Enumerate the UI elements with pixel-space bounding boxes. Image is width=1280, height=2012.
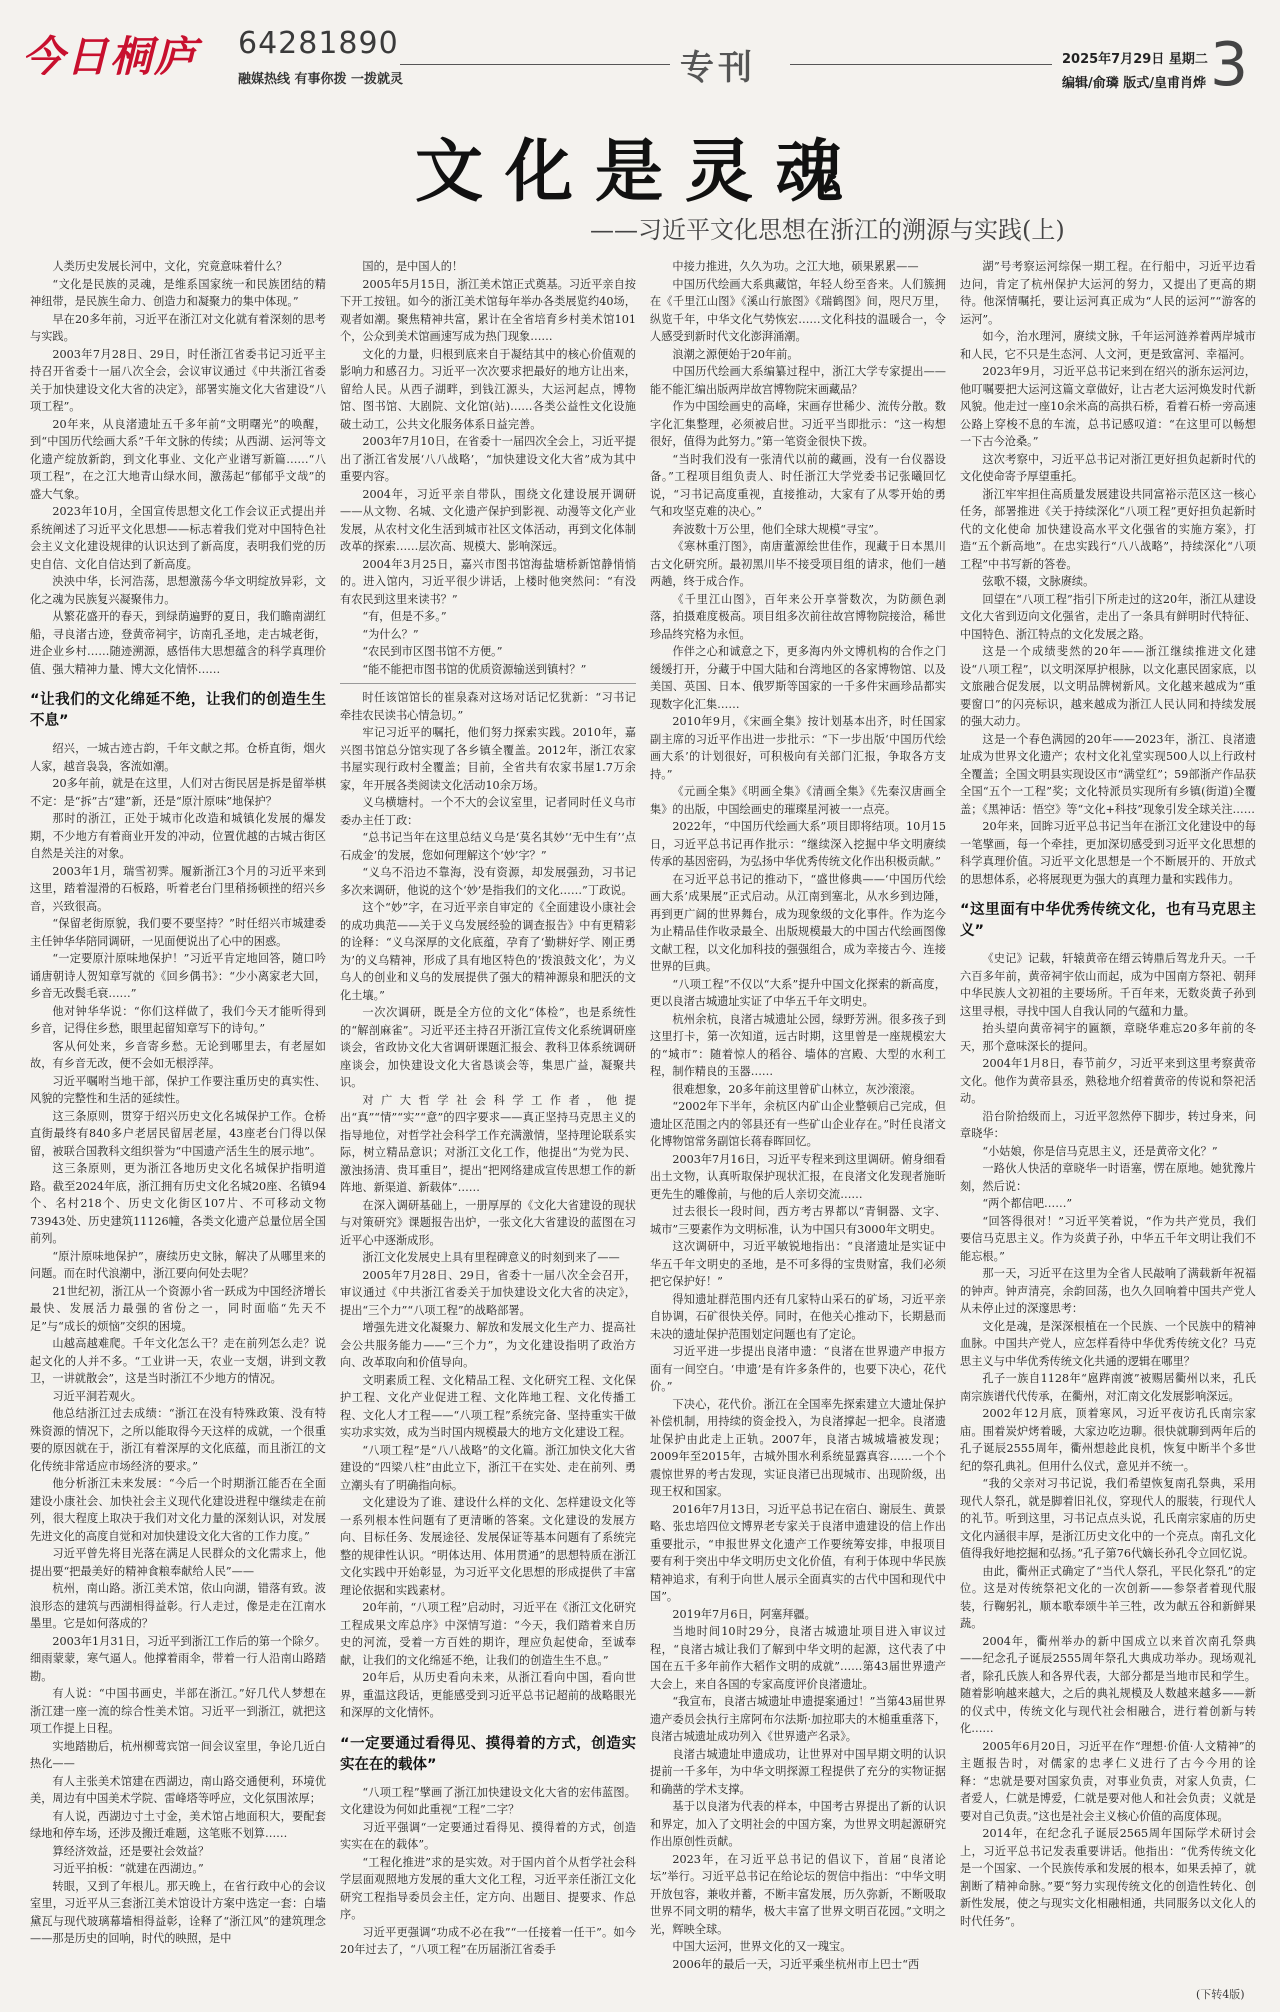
paragraph: “当时我们没有一张清代以前的藏画，没有一台仪器设备。”工程项目组负责人、时任浙江大学党委书记张曦回忆说，“习书记高度重视，直接推动，大家有了从零开始的勇气和攻坚克难的决心。” [650, 452, 946, 518]
paragraph: 2010年9月，《宋画全集》按计划基本出齐，时任国家副主席的习近平作出进一步批示：“下一步出版‘中国历代绘画大系’的计划很好，可积极向有关部门汇报，争取各方支持。” [650, 715, 946, 781]
paragraph: 山越高越难爬。千年文化怎么干？走在前列怎么走？说起文化的人并不多。“工业讲一天，农业一支烟，讲到文教卫，一讲就散会”，这是当时浙江不少地方的情况。 [30, 1337, 326, 1385]
paragraph: 《寒林重汀图》，南唐董源绘世佳作，现藏于日本黑川古文化研究所。最初黑川毕不接受项目组的请求，他们一趟两趟，终于成合作。 [650, 540, 946, 588]
paragraph: 20年来，回眸习近平总书记当年在浙江文化建设中的每一笔擘画，每一个牵挂，更加深切感受到习近平文化思想的科学真理价值。习近平文化思想是一个不断展开的、开放式的思想体系，必将展现更为强大的真理力量和实践伟力。 [960, 820, 1256, 886]
paragraph: 杭州，南山路。浙江美术馆，依山向湖，错落有致。波浪形态的建筑与西湖相得益彰。行人走过，像是走在江南水墨里。它是如何落成的？ [30, 1582, 326, 1630]
paragraph: “义乌不沿边不靠海，没有资源，却发展强劲，习书记多次来调研，他说的这个‘妙’是指我们的文化……”丁政说。 [340, 866, 636, 897]
paragraph: 杭州余杭，良渚古城遗址公园，绿野芳洲。很多孩子到这里打卡，第一次知道，远古时期，这里曾是一座规模宏大的“城市”：随着惊人的稻谷、墙体的宫殿、大型的水利工程，制作精良的玉器…… [650, 1012, 946, 1078]
paragraph: 浙江文化发展史上具有里程碑意义的时刻到来了—— [362, 1251, 620, 1264]
paragraph: 客从何处来，乡音寄乡愁。无论到哪里去，有老屋如故，有乡音无改，便不会如无根浮萍。 [30, 1039, 326, 1070]
paragraph: “保留老街原貌，我们要不要坚持？”时任绍兴市城建委主任钟华华陪同调研，一见面便说出了心中的困惑。 [30, 917, 326, 948]
paragraph: 20年前，“八项工程”启动时，习近平在《浙江文化研究工程成果文库总序》中深情写道：“今天，我们踏着来自历史的河流，受着一方百姓的期许，理应负起使命，至诚奉献，让我们的文化绵延不绝，让我们的创造生生不息。” [340, 1601, 636, 1667]
editor-credit: 编辑/俞璘 版式/皇甫肖烨 [1062, 76, 1207, 91]
paragraph: 习近平更强调“功成不必在我”“一任接着一任干”。如今20年过去了，“八项工程”在历届浙江省委手 [340, 1925, 636, 1956]
paragraph: 绍兴，一城古迹古韵，千年文献之邦。仓桥直街，烟火人家，越音袅袅，客流如潮。 [30, 742, 326, 773]
paragraph: 2003年7月16日，习近平专程来到这里调研。俯身细看出土文物，认真听取保护现状汇报，在良渚文化发现者施昕更先生的雕像前，与他的后人亲切交流…… [650, 1152, 946, 1201]
paragraph: 文明素质工程、文化精品工程、文化研究工程、文化保护工程、文化产业促进工程、文化阵地工程、文化传播工程、文化人才工程——“八项工程”系统完备、坚持重实干做实功求实效，成为当时国内规模最大的地方文化建设工程。 [340, 1373, 636, 1439]
paragraph: 2023年9月，习近平总书记来到在绍兴的浙东运河边，他叮嘱要把大运河这篇文章做好，让古老大运河焕发时代新风貌。他走过一座10余米高的高拱石桥，看着石桥一旁高速公路上穿梭不息的车流，总书记感叹道：“在这里可以畅想一下古今沧桑。” [960, 365, 1256, 448]
paragraph: 《千里江山图》，百年来公开享誉数次，为防颜色剥落，拍摄难度极高。项目组多次前往故宫博物院接洽，稀世珍品终究格为永恒。 [650, 592, 946, 641]
paragraph: 文化是魂，是深深根植在一个民族、一个民族中的精神血脉。中国共产党人，应怎样看待中华优秀传统文化？马克思主义与中华优秀传统文化共通的逻辑在哪里？ [960, 1319, 1256, 1368]
paragraph: “八项工程”不仅以“大系”提升中国文化探索的新高度，更以良渚古城遗址实证了中华五千年文明史。 [650, 977, 946, 1008]
paragraph: 20年后，从历史看向未来，从浙江看向中国，看向世界，重温这段话，更能感受到习近平总书记超前的战略眼光和深厚的文化情怀。 [340, 1671, 636, 1719]
paragraph: “我宣布，良渚古城遗址申遗提案通过！”当第43届世界遗产委员会执行主席阿布尔法斯·加拉耶夫的木槌重重落下，良渚古城遗址成功列入《世界遗产名录》。 [650, 1695, 946, 1743]
article-title: 文化是灵魂 [414, 133, 865, 212]
paragraph: 文化的力量，归根到底来自于凝结其中的核心价值观的影响力和感召力。习近平一次次要求把最好的地方让出来，留给人民。从西子湖畔，到钱江源头，大运河起点，博物馆、图书馆、大剧院、文化馆(站)……各类公益性文化设施破土动工，公共文化服务体系日益完善。 [340, 347, 636, 431]
paragraph: 很难想象，20多年前这里曾矿山林立，灰沙滚滚。 [672, 1082, 922, 1096]
paragraph: 2002年12月底，顶着寒风，习近平夜访孔氏南宗家庙。围着炭炉烤着暖，大家边吃边聊。很快就聊到两年后的孔子诞辰2555周年，衢州想趁此良机，恢复中断半个多世纪的祭孔典礼。但用什么仪式，意见并不统一。 [960, 1407, 1256, 1473]
paragraph: “为什么？” [362, 627, 419, 641]
paragraph: 增强先进文化凝聚力、解放和发展文化生产力、提高社会公共服务能力——“三个力”，为文化建设指明了政治方向、改革取向和价值导向。 [340, 1321, 636, 1369]
paragraph: 2019年7月6日，阿塞拜疆。 [672, 1607, 816, 1621]
paragraph: 20多年前，就是在这里，人们对古街民居是拆是留举棋不定：是“拆”古“建”新，还是“原汁原味”地保护？ [30, 777, 326, 808]
paragraph: 《史记》记载，轩辕黄帝在缙云铸鼎后驾龙升天。一千六百多年前，黄帝祠宇依山而起，成为中国南方祭祀、朝拜中华民族人文初祖的主要场所。千百年来，无数炎黄子孙到这里寻根，寻找中国人自我认同的气蕴和力量。 [960, 952, 1256, 1018]
masthead [0, 0, 1280, 100]
paragraph: 在深入调研基础上，一册厚厚的《文化大省建设的现状与对策研究》课题报告出炉，一张文化大省建设的蓝图在习近平心中逐渐成形。 [340, 1198, 636, 1247]
paragraph: 习近平强调“一定要通过看得见、摸得着的方式，创造实实在在的载体”。 [340, 1820, 636, 1851]
paragraph: 这个“妙”字，在习近平亲自审定的《全面建设小康社会的成功典范——关于义乌发展经验的调查报告》中有更精彩的诠释：“义乌深厚的文化底蕴，孕育了‘勤耕好学、刚正勇为’的义乌精神，形成了具有地区特色的‘拨浪鼓文化’，为义乌人的创业和义乌的发展提供了强大的精神源泉和肥沃的文化土壤。” [340, 901, 636, 1002]
paragraph: 《元画全集》《明画全集》《清画全集》《先秦汉唐画全集》的出版，中国绘画史的璀璨星河被一一点亮。 [650, 785, 946, 816]
section-divider [340, 683, 636, 684]
paragraph: 这是一个成绩斐然的20年——浙江继续推进文化建设“八项工程”，以文明深厚护根脉，以文化惠民固家底，以文旅融合促发展，以文明品牌树新风。文化越来越成为“重要窗口”的闪亮标识，越来越成为浙江人民认同和持续发展的强大动力。 [960, 645, 1256, 728]
paragraph: “2002年下半年，余杭区内矿山企业整顿启己完成，但遗址区范围之内的邻县还有一些矿山企业存在。”时任良渚文化博物馆常务副馆长蒋春晖回忆。 [650, 1100, 946, 1148]
paragraph: 习近平嘱咐当地干部，保护工作要注重历史的真实性、风貌的完整性和生活的延续性。 [30, 1074, 326, 1105]
paragraph: 2016年7月13日，习近平总书记在宿白、谢辰生、黄景略、张忠培四位文博界老专家关于良渚申遗建设的信上作出重要批示，“申报世界文化遗产工作要统筹安排，申报项目要有利于突出中华文明历史文化价值，有利于体现中华民族精神追求，有利于向世人展示全面真实的古代中国和现代中国”。 [650, 1502, 946, 1603]
hotline-slogan: 融媒热线 有事你拨 一拨就灵 [238, 72, 404, 87]
paragraph: “回答得很对！”习近平笑着说，“作为共产党员，我们要信马克思主义。作为炎黄子孙，中华五千年文明让我们不能忘根。” [960, 1214, 1256, 1263]
paragraph: 转眼，又到了年根儿。那天晚上，在省行政中心的会议室里，习近平从三套浙江美术馆设计方案中选定一套：白墙黛瓦与现代玻璃幕墙相得益彰，诠释了“浙江风”的建筑理念——那是历史的回响，时代的映照，是中 [30, 1879, 326, 1945]
paragraph: 有人说，西湖边寸土寸金，美术馆占地面积大，要配套绿地和停车场，还涉及搬迁难题，这笔账不划算…… [30, 1809, 326, 1840]
paragraph: 2003年1月，瑞雪初霁。履新浙江3个月的习近平来到这里，踏着湿滑的石板路，听着老台门里稍扬顿挫的绍兴乡音，兴致很高。 [30, 864, 326, 913]
paragraph: 他对钟华华说：“你们这样做了，我们今天才能听得到乡音，记得住乡愁，眼里起留知章写下的诗句。” [30, 1004, 326, 1035]
paragraph: 当地时间10时29分，良渚古城遗址项目进入审议过程，“良渚古城让我们了解到中华文明的起源，这代表了中国在五千多年前作大稻作文明的成就”……第43届世界遗产大会上，来自各国的专家高度评价良渚遗址。 [650, 1625, 946, 1691]
paragraph: 从繁花盛开的春天，到绿荫遍野的夏日，我们瞻南湖红船，寻良渚古迹，登黄帝祠宇，访南孔圣地，走古城老街，进企业乡村……随迹溯源，感悟伟大思想蕴含的科学真理价值、强大精神力量、博大文化情怀…… [30, 610, 326, 676]
paragraph: “总书记当年在这里总结义乌是‘莫名其妙’‘无中生有’‘点石成金’的发展，您如何理解这个‘妙’字？” [340, 831, 636, 862]
paragraph: 2023年10月，全国宣传思想文化工作会议正式提出并系统阐述了习近平文化思想——标志着我们党对中国特色社会主义文化建设规律的认识达到了新高度，表明我们党的历史自信、文化自信达到了新高度。 [30, 505, 326, 571]
paragraph: “两个都信吧……” [982, 1197, 1073, 1210]
section-heading: “这里面有中华优秀传统文化，也有马克思主义” [960, 902, 1256, 939]
paragraph: 由此，衢州正式确定了“当代人祭孔，平民化祭孔”的定位。这是对传统祭祀文化的一次创新——参祭者着现代服装，行鞠躬礼，顺本歌奉颂牛羊三牲，改为献五谷和新鲜果蔬。 [960, 1564, 1256, 1630]
paragraph: 在习近平总书记的推动下，“盛世修典——‘中国历代绘画大系’成果展”正式启动。从江南到塞北，从水乡到边陲，再到更广阔的世界舞台，成为现象级的文化事件。作为迄今为止精品佳作收录最全、出版规模最大的中国古代绘画图像文献工程，以文化加科技的强强组合，成为幸接古今、连接世界的巨典。 [650, 872, 946, 973]
paragraph: 奔波数十万公里，他们全球大规模“寻宝”。 [672, 522, 886, 536]
paragraph: 有人说：“中国书画史，半部在浙江。”好几代人梦想在浙江建一座一流的综合性美术馆。习近平一到浙江，就把这项工作提上日程。 [30, 1687, 326, 1735]
paragraph: 他总结浙江过去成绩：“浙江在没有特殊政策、没有特殊资源的情况下，之所以能取得今天这样的成就，一个很重要的原因就在于，浙江有着深厚的文化底蕴，而且浙江的文化传统非常适应市场经济的要求。” [30, 1407, 326, 1473]
paragraph: 文化建设为了谁、建设什么样的文化、怎样建设文化等一系列根本性问题有了更清晰的答案。文化建设的发展方向、目标任务、发展途径、发展保证等基本问题有了系统完整的规律性认识。“明体达用、体用贯通”的思想特质在浙江文化实践中开始彰显，为习近平文化思想的形成提供了丰富理论依据和实践素材。 [340, 1496, 636, 1597]
paragraph: 中国历代绘画大系编纂过程中，浙江大学专家提出——能不能汇编出版两岸故宫博物院宋画藏品？ [650, 365, 946, 396]
paragraph: 那一天，习近平在这里为全省人民敲响了满载新年祝福的钟声。钟声清亮，余韵回荡，也久久回响着中国共产党人从未停止过的深邃思考： [960, 1267, 1256, 1315]
paragraph: “小姑娘，你是信马克思主义，还是黄帝文化？” [982, 1144, 1218, 1158]
paragraph: 那时的浙江，正处于城市化改造和城镇化发展的爆发期，不少地方有着商业开发的冲动，位置优越的古城古街区自然是关注的对象。 [30, 812, 326, 860]
paragraph: 泱泱中华，长河浩荡，思想激荡今华文明绽放异彩，文化之魂为民族复兴凝聚伟力。 [30, 575, 326, 606]
paragraph: 得知遗址群范围内还有几家特山采石的矿场，习近平亲自协调，石矿很快关停。同时，在他关心推动下，长期悬而未决的遗址保护范围划定问题也有了定论。 [650, 1292, 946, 1341]
paragraph: 作伴之心和诚意之下，更多海内外文博机构的合作之门缓缓打开，分藏于中国大陆和台湾地区的各家博物馆、以及美国、英国、日本、俄罗斯等国家的一千多件宋画珍品都实现数字化汇集…… [650, 645, 946, 711]
paragraph: 中国大运河，世界文化的又一瑰宝。 [672, 1940, 852, 1953]
paragraph: 下决心，花代价。浙江在全国率先探索建立大遗址保护补偿机制，用持续的资金投入，为良渚撑起一把伞。良渚遗址保护由此走上正轨。2007年，良渚古城城墙被发现；2009年至2015年，古城外围水利系统显露真容……一个个震惊世界的考古发现，实证良渚已出现城市、出现阶级，出现王权和国家。 [650, 1397, 946, 1498]
page-number: 3 [1210, 30, 1249, 100]
paragraph: 湖”号考察运河综保一期工程。在行船中，习近平边看边问，肯定了杭州保护大运河的努力，又提出了更高的期待。他深情嘱托，要让运河真正成为“人民的运河”“游客的运河”。 [960, 260, 1256, 326]
paragraph: “文化是民族的灵魂，是维系国家统一和民族团结的精神纽带，是民族生命力、创造力和凝聚力的集中体现。” [30, 277, 326, 308]
paragraph: 时任该馆馆长的崔泉森对这场对话记忆犹新：“习书记牵挂农民读书心情急切。” [340, 691, 636, 722]
paragraph: 2003年7月28日、29日，时任浙江省委书记习近平主持召开省委十一届八次全会，会议审议通过《中共浙江省委关于加快建设文化大省的决定》，部署实施文化大省建设“八项工程”。 [30, 347, 326, 413]
paragraph: 21世纪初，浙江从一个资源小省一跃成为中国经济增长最快、发展活力最强的省份之一，同时面临“先天不足”与“成长的烦恼”交织的困境。 [30, 1284, 326, 1333]
paragraph: 良渚古城遗址申遗成功，让世界对中国早期文明的认识提前一千多年，为中华文明探源工程提供了充分的实物证据和确凿的学术支撑。 [650, 1747, 946, 1796]
header-rule-right [790, 64, 1052, 65]
paragraph: “工程化推进”求的是实效。对于国内首个从哲学社会科学层面观照地方发展的重大文化工程，习近平亲任浙江文化研究工程指导委员会主任，定方向、出题目、提要求、作总序。 [340, 1855, 636, 1921]
paragraph: 他分析浙江未来发展：“今后一个时期浙江能否在全面建设小康社会、加快社会主义现代化建设进程中继续走在前列，很大程度上取决于我们对文化力量的深刻认识，对发展先进文化的高度自觉和对加快建设文化大省的工作力度。” [30, 1477, 326, 1543]
paragraph: 2005年5月15日，浙江美术馆正式奠基。习近平亲自按下开工按钮。如今的浙江美术馆每年举办各类展览约40场，观者如潮。聚焦精神共富，累计在全省培育乡村美术馆101个，公众到美术馆画速写成为热门现象…… [340, 277, 636, 343]
paragraph: “原汁原味地保护”，赓续历史文脉，解决了从哪里来的问题。而在时代浪潮中，浙江要向何处去呢？ [30, 1249, 326, 1280]
hotline-number: 64281890 [238, 26, 399, 61]
paragraph: 浪潮之源便始于20年前。 [672, 347, 799, 361]
paragraph: 习近平曾先将目光落在满足人民群众的文化需求上，他提出要“把最美好的精神食粮奉献给人民”—— [30, 1547, 326, 1578]
paragraph: 2004年，衢州举办的新中国成立以来首次南孔祭典——纪念孔子诞辰2555周年祭孔大典成功举办。现场观礼者，除孔氏族人和各界代表，大部分都是当地市民和学生。随着影响越来越大，之后的典礼规模及人数越来越多——新的仪式中，传统文化与现代社会相融合，进行着创新与转化…… [960, 1634, 1256, 1735]
paragraph: 这次考察中，习近平总书记对浙江更好担负起新时代的文化使命寄予厚望重托。 [960, 452, 1256, 483]
paragraph: 习近平进一步提出良渚申遗：“良渚在世界遗产申报方面有一间空白。‘申遗’是有许多条件的，也要下决心，花代价。” [650, 1345, 946, 1393]
paragraph: 早在20多年前，习近平在浙江对文化就有着深刻的思考与实践。 [30, 312, 326, 343]
paragraph: 牢记习近平的嘱托，他们努力探索实践。2010年，嘉兴图书馆总分馆实现了各乡镇全覆盖。2012年，浙江农家书屋实现行政村全覆盖；目前，全省共有农家书屋1.7万余家，年开展各类阅读文化活动10余万场。 [340, 726, 636, 792]
paragraph: “有，但是不多。” [362, 610, 447, 623]
paragraph: 弦歌不辍，文脉赓续。 [982, 575, 1095, 588]
paragraph: 如今，治水理河，赓续文脉，千年运河涟养着两岸城市和人民，它不只是生态河、人文河，更是致富河、幸福河。 [960, 330, 1256, 361]
paragraph: 人类历史发展长河中，文化，究竟意味着什么？ [52, 260, 288, 273]
paragraph: “八项工程”是“八八战略”的文化篇。浙江加快文化大省建设的“四梁八柱”由此立下，浙江干在实处、走在前列、勇立潮头有了明确指向标。 [340, 1443, 636, 1492]
paragraph: 对广大哲学社会科学工作者，他提出“真”“情”“实”“意”的四字要求——真正坚持马克思主义的指导地位，对哲学社会科学工作充满激情，坚持理论联系实际，树立精品意识；对浙江文化工作，他提出“为党为民、激浊扬清、贵耳重目”，提出“把网络建成宣传思想工作的新阵地、新渠道、新载体”…… [340, 1093, 636, 1194]
paragraph: 基于以良渚为代表的样本，中国考古界提出了新的认识和界定，加入了文明社会的中国方案，为世界文明起源研究作出原创性贡献。 [650, 1800, 946, 1848]
column-4 [960, 258, 1256, 1976]
column-3 [650, 258, 946, 1976]
paragraph: 2014年，在纪念孔子诞辰2565周年国际学术研讨会上，习近平总书记发表重要讲话。他指出：“优秀传统文化是一个国家、一个民族传承和发展的根本，如果丢掉了，就割断了精神命脉。”要“努力实现传统文化的创造性转化、创新性发展，使之与现实文化相融相通，共同服务以文化人的时代任务”。 [960, 1827, 1256, 1928]
paragraph: “一定要原汁原味地保护！”习近平肯定地回答，随口吟诵唐朝诗人贺知章写就的《回乡偶书》：“少小离家老大回，乡音无改鬓毛衰……” [30, 952, 326, 1000]
paragraph: “八项工程”擘画了浙江加快建设文化大省的宏伟蓝图。文化建设为何如此重视“工程”二字？ [340, 1785, 636, 1816]
paragraph: 2023年，在习近平总书记的倡议下，首届“良渚论坛”举行。习近平总书记在给论坛的贺信中指出：“中华文明开放包容，兼收并蓄，不断丰富发展，历久弥新，不断吸取世界不同文明的精华，极大丰富了世界文明百花园。”文明之光，辉映全球。 [650, 1852, 946, 1936]
paragraph: 2004年3月25日，嘉兴市图书馆海盐塘桥新馆静悄悄的。进入馆内，习近平很少讲话，上楼时他突然问：“有没有农民到这里来读书？” [340, 557, 636, 606]
section-heading: “一定要通过看得见、摸得着的方式，创造实实在在的载体” [340, 1735, 636, 1773]
paragraph: 2005年6月20日，习近平在作“理想·价值·人文精神”的主题报告时，对儒家的忠孝仁义进行了古今今用的诠释：“忠就是要对国家负责，对事业负责，对家人负责，仁者爱人，仁就是博爱，仁就是要对他人和社会负责；义就是要对自己负责。”这也是社会主义核心价值的高度体现。 [960, 1739, 1256, 1823]
paragraph: 抬头望向黄帝祠宇的匾额，章晓华难忘20多年前的冬天，那个意味深长的提问。 [960, 1022, 1256, 1053]
paragraph: 2004年，习近平亲自带队，围绕文化建设展开调研——从文物、名城、文化遗产保护到影视、动漫等文化产业发展，从农村文化生活到城市社区文体活动，再到文化体制改革的探索……层次高、规模大、影响深远。 [340, 487, 636, 553]
issue-date: 2025年7月29日 星期二 [1062, 52, 1208, 67]
paragraph: 20年来，从良渚遗址五千多年前“文明曙光”的唤醒，到“中国历代绘画大系”千年文脉的传续；从西湖、运河等文化遗产绽放新韵，到文化事业、文化产业谱写新篇……“八项工程”，在之江大地青山绿水间，激荡起“郁郁乎文哉”的盛大气象。 [30, 417, 326, 501]
paragraph: 国的，是中国人的！ [362, 260, 464, 273]
paragraph: “能不能把市图书馆的优质资源输送到镇村？” [362, 662, 587, 676]
paragraph: 中接力推进，久久为功。之江大地，硕果累累—— [672, 260, 919, 273]
paragraph: 2004年1月8日，春节前夕，习近平来到这里考察黄帝文化。他作为黄帝县丞，熟稔地介绍着黄帝的传说和祭祀活动。 [960, 1057, 1256, 1105]
page-section-label: 专刊 [680, 48, 756, 88]
paragraph: 2006年的最后一天，习近平乘坐杭州市上巴士“西 [672, 1957, 920, 1971]
paragraph: 2003年1月31日，习近平到浙江工作后的第一个除夕。细雨蒙蒙，寒气逼人。他撑着雨伞，带着一行人沿南山路踏勘。 [30, 1634, 326, 1683]
paragraph: 义乌横塘村。一个不大的会议室里，记者同时任义乌市委办主任丁政： [340, 796, 636, 827]
paragraph: 有人主张美术馆建在西湖边，南山路交通便利，环境优美，周边有中国美术学院、雷峰塔等呼应，文化氛围浓厚； [30, 1774, 326, 1805]
paragraph: 中国历代绘画大系典藏馆，年轻人纷至沓来。人们簇拥在《千里江山图》《溪山行旅图》《瑞鹤图》间，咫尺万里，纵览千年，中华文化气势恢宏……文化科技的温暖合一，令人感受到新时代文化澎湃涌潮。 [650, 277, 946, 343]
paragraph: “农民到市区图书馆不方便。” [362, 645, 503, 658]
paragraph: 习近平洞若观火。 [52, 1389, 142, 1403]
paragraph: 2005年7月28日、29日，省委十一届八次全会召开，审议通过《中共浙江省委关于加快建设文化大省的决定》，提出“三个力”“八项工程”的战略部署。 [340, 1268, 636, 1317]
paragraph: “我的父亲对习书记说，我们希望恢复南孔祭典，采用现代人祭孔，就是脚着旧礼仪，穿现代人的服装，行现代人的礼节。听到这里，习书记点点头说，孔氏南宗家庙的历史文化内涵很丰厚，是浙江历史文化中的一个亮点。南孔文化值得我好地挖掘和弘扬。”孔子第76代嫡长孙孔令立回忆说。 [960, 1477, 1256, 1560]
column-1 [30, 258, 326, 1976]
column-2 [340, 258, 636, 1976]
paragraph: 一路伙人快活的章晓华一时语塞，愣在原地。她犹豫片刻，然后说： [960, 1162, 1256, 1193]
header-rule-left [400, 64, 670, 65]
newspaper-logo: 今日桐庐 [22, 32, 199, 81]
paragraph: 这是一个春色满园的20年——2023年，浙江、良渚遗址成为世界文化遗产；农村文化礼堂实现500人以上行政村全覆盖；全国文明县实现设区市“满堂红”；59部浙产作品获全国“五个一工程”奖；文化特派员实现所有乡镇(街道)全覆盖；《黑神话：悟空》等“文化+科技”现象引发全球关注…… [960, 732, 1256, 816]
paragraph: 这三条原则，贯穿于绍兴历史文化名城保护工作。仓桥直街最终有840多户老居民留居老屋，43座老台门得以保留，被联合国教科文组织誉为“中国遗产活生生的展示地”。 [30, 1109, 326, 1158]
article-body [30, 258, 1256, 1976]
paragraph: 习近平拍板：“就建在西湖边。” [52, 1862, 204, 1875]
paragraph: 这三条原则，更为浙江各地历史文化名城保护指明道路。截至2024年底，浙江拥有历史文化名城20座、名镇94个、名村218个、历史文化街区107片、不可移动文物73943处、历史建筑11126幢，各类文化遗产总量位居全国前列。 [30, 1162, 326, 1245]
paragraph: 实地踏勘后，杭州柳莺宾馆一间会议室里，争论几近白热化—— [30, 1739, 326, 1770]
paragraph: 作为中国绘画史的高峰，宋画存世稀少、流传分散。数字化汇集整理，必须被启世。习近平当即批示：“这一构想很好，值得为此努力。”第一笔资金很快下拨。 [650, 400, 946, 448]
paragraph: 一次次调研，既是全方位的文化“体检”，也是系统性的“解剖麻雀”。习近平还主持召开浙江宣传文化系统调研座谈会，省政协文化大省调研课题汇报会、教科卫体系统调研座谈会，加快建设文化大省恳谈会等，集思广益，凝聚共识。 [340, 1006, 636, 1089]
paragraph: 孔子一族自1128年“扈跸南渡”被赐居衢州以来，孔氏南宗族谱代代传承，在衢州，对汇南文化发展影响深远。 [960, 1372, 1256, 1403]
paragraph: 回望在“八项工程”指引下所走过的这20年，浙江从建设文化大省到迈向文化强省，走出了一条具有鲜明时代特征、中国特色、浙江特点的文化发展之路。 [960, 592, 1256, 641]
paragraph: 沿台阶拾级而上，习近平忽然停下脚步，转过身来，问章晓华： [960, 1109, 1256, 1140]
paragraph: 这次调研中，习近平敏锐地指出：“良渚遗址是实证中华五千年文明史的圣地，是不可多得的宝贵财富，我们必须把它保护好！” [650, 1240, 946, 1288]
section-heading: “让我们的文化绵延不绝，让我们的创造生生不息” [30, 692, 326, 729]
paragraph: 算经济效益，还是要社会效益？ [52, 1844, 210, 1858]
paragraph: 浙江牢牢担住高质量发展建设共同富裕示范区这一核心任务，部署推进《关于持续深化“八项工程”更好担负起新时代的文化使命 加快建设高水平文化强省的实施方案》，打造“五个新高地”。在忠实践行“八八战略”，持续深化“八项工程”中书写新的答卷。 [960, 487, 1256, 571]
paragraph: 过去很长一段时间，西方考古界都以“青铜器、文字、城市”三要素作为文明标准，认为中国只有3000年文明史。 [650, 1205, 946, 1236]
paragraph: 2003年7月10日，在省委十一届四次全会上，习近平提出了浙江省发展‘八八战略’，“加快建设文化大省”成为其中重要内容。 [340, 435, 636, 483]
paragraph: 2022年，“中国历代绘画大系”项目即将结项。10月15日，习近平总书记再作批示：“继续深入挖掘中华文明赓续传承的基因密码，为弘扬中华优秀传统文化作出积极贡献。” [650, 820, 946, 868]
continued-note: (下转4版) [1196, 1988, 1245, 2001]
article-subtitle: ——习近平文化思想在浙江的溯源与实践(上) [590, 216, 1065, 244]
